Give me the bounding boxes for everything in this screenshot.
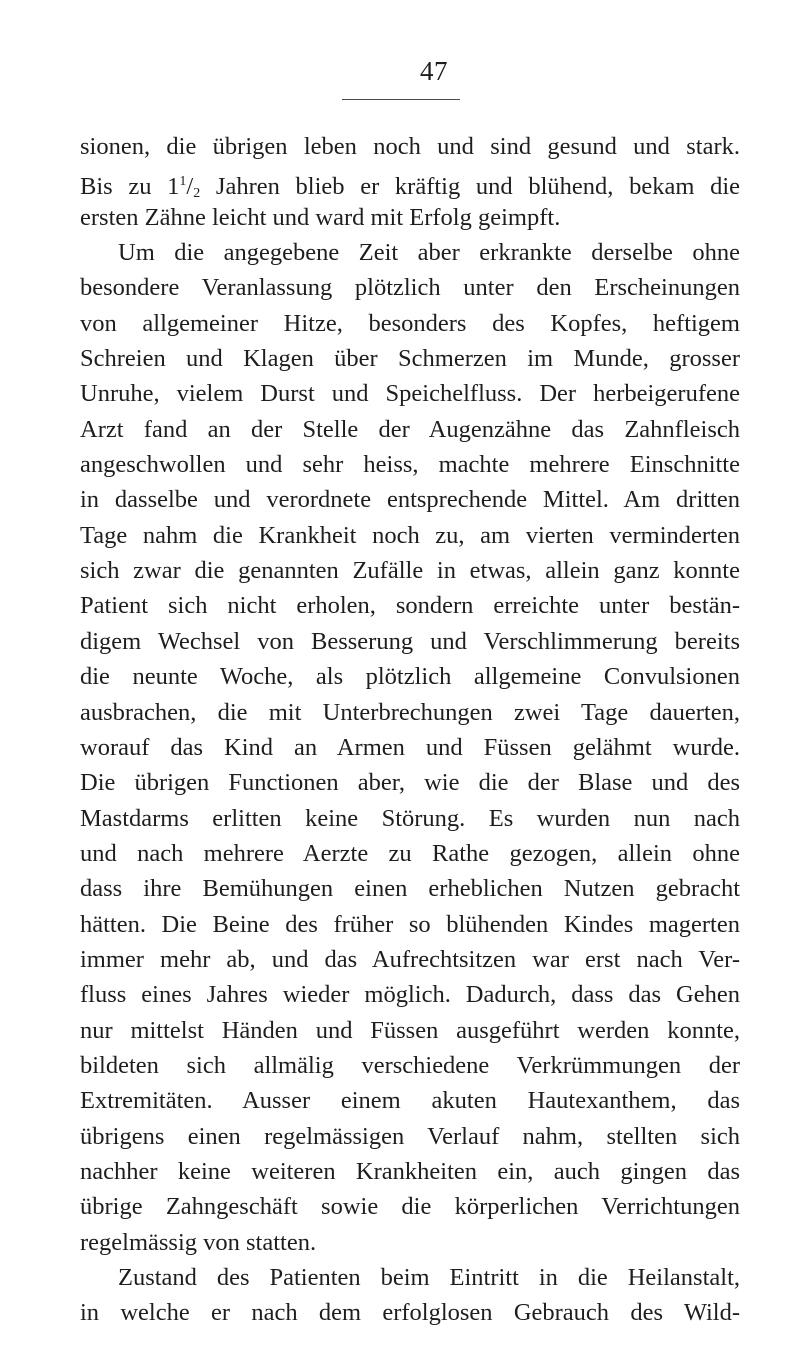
text-line: hätten. Die Beine des früher so blühenden Kindes magerten [80,910,740,938]
text-line: übrigens einen regelmässigen Verlauf nahm, stellten sich [80,1122,740,1150]
text-line: Um die angegebene Zeit aber erkrankte derselbe ohne [118,239,740,267]
body-text [80,129,740,1331]
text-line: Arzt fand an der Stelle der Augenzähne das Zahnfleisch [80,415,740,443]
text-line: Tage nahm die Krankheit noch zu, am vierten verminderten [80,521,740,549]
text-line: ersten Zähne leicht und ward mit Erfolg geimpft. [80,203,561,231]
text-segment: Bis zu [80,173,168,201]
text-line: Mastdarms erlitten keine Störung. Es wurden nun nach [80,804,740,832]
text-line: regelmässig von statten. [80,1228,317,1256]
page-number: 47 [420,56,448,86]
fraction-denominator: 2 [193,186,201,202]
text-line: nachher keine weiteren Krankheiten ein, auch gingen das [80,1157,740,1185]
fraction-one-and-a-half: $1^1/_2$ [167,173,201,202]
text-line: sich zwar die genannten Zufälle in etwas, allein ganz konnte [80,557,740,585]
text-line: die neunte Woche, als plötzlich allgemeine Convulsionen [80,663,740,691]
text-line: worauf das Kind an Armen und Füssen gelähmt wurde. [80,733,740,761]
fraction-numerator: 1 [179,174,187,190]
text-line: Patient sich nicht erholen, sondern erreichte unter bestän- [80,592,740,620]
text-line: ausbrachen, die mit Unterbrechungen zwei Tage dauerten, [80,698,740,726]
text-line: sionen, die übrigen leben noch und sind gesund und stark. [80,133,740,160]
text-line: bildeten sich allmälig verschiedene Verkrümmungen der [80,1051,740,1079]
text-line: Schreien und Klagen über Schmerzen im Munde, grosser [80,345,740,373]
text-line: Unruhe, vielem Durst und Speichelfluss. Der herbeigerufene [80,380,740,408]
text-line: von allgemeiner Hitze, besonders des Kopfes, heftigem [80,309,740,337]
text-line: besondere Veranlassung plötzlich unter den Erscheinungen [80,274,740,302]
text-line: Extremitäten. Ausser einem akuten Hautexanthem, das [80,1087,740,1115]
text-line: angeschwollen und sehr heiss, machte mehrere Einschnitte [80,451,740,479]
text-line: in dasselbe und verordnete entsprechende Mittel. Am dritten [80,486,740,514]
text-line: in welche er nach dem erfolglosen Gebrauch des Wild- [80,1299,740,1327]
text-line [80,164,740,202]
fraction-whole: 1 [167,173,180,201]
text-line: immer mehr ab, und das Aufrechtsitzen war erst nach Ver- [80,945,740,973]
header-rule [342,99,460,100]
text-line: fluss eines Jahres wieder möglich. Dadurch, dass das Gehen [80,981,740,1009]
text-segment: Jahren blieb er kräftig und blühend, bekam die [200,173,740,201]
text-line: digem Wechsel von Besserung und Verschlimmerung bereits [80,627,740,655]
text-line: und nach mehrere Aerzte zu Rathe gezogen, allein ohne [80,839,740,867]
text-line: dass ihre Bemühungen einen erheblichen Nutzen gebracht [80,875,740,903]
text-line: nur mittelst Händen und Füssen ausgeführt werden konnte, [80,1016,740,1044]
text-line: übrige Zahngeschäft sowie die körperlichen Verrichtungen [80,1193,740,1221]
text-line: Die übrigen Functionen aber, wie die der Blase und des [80,769,740,797]
text-line: Zustand des Patienten beim Eintritt in die Heilanstalt, [118,1264,740,1291]
